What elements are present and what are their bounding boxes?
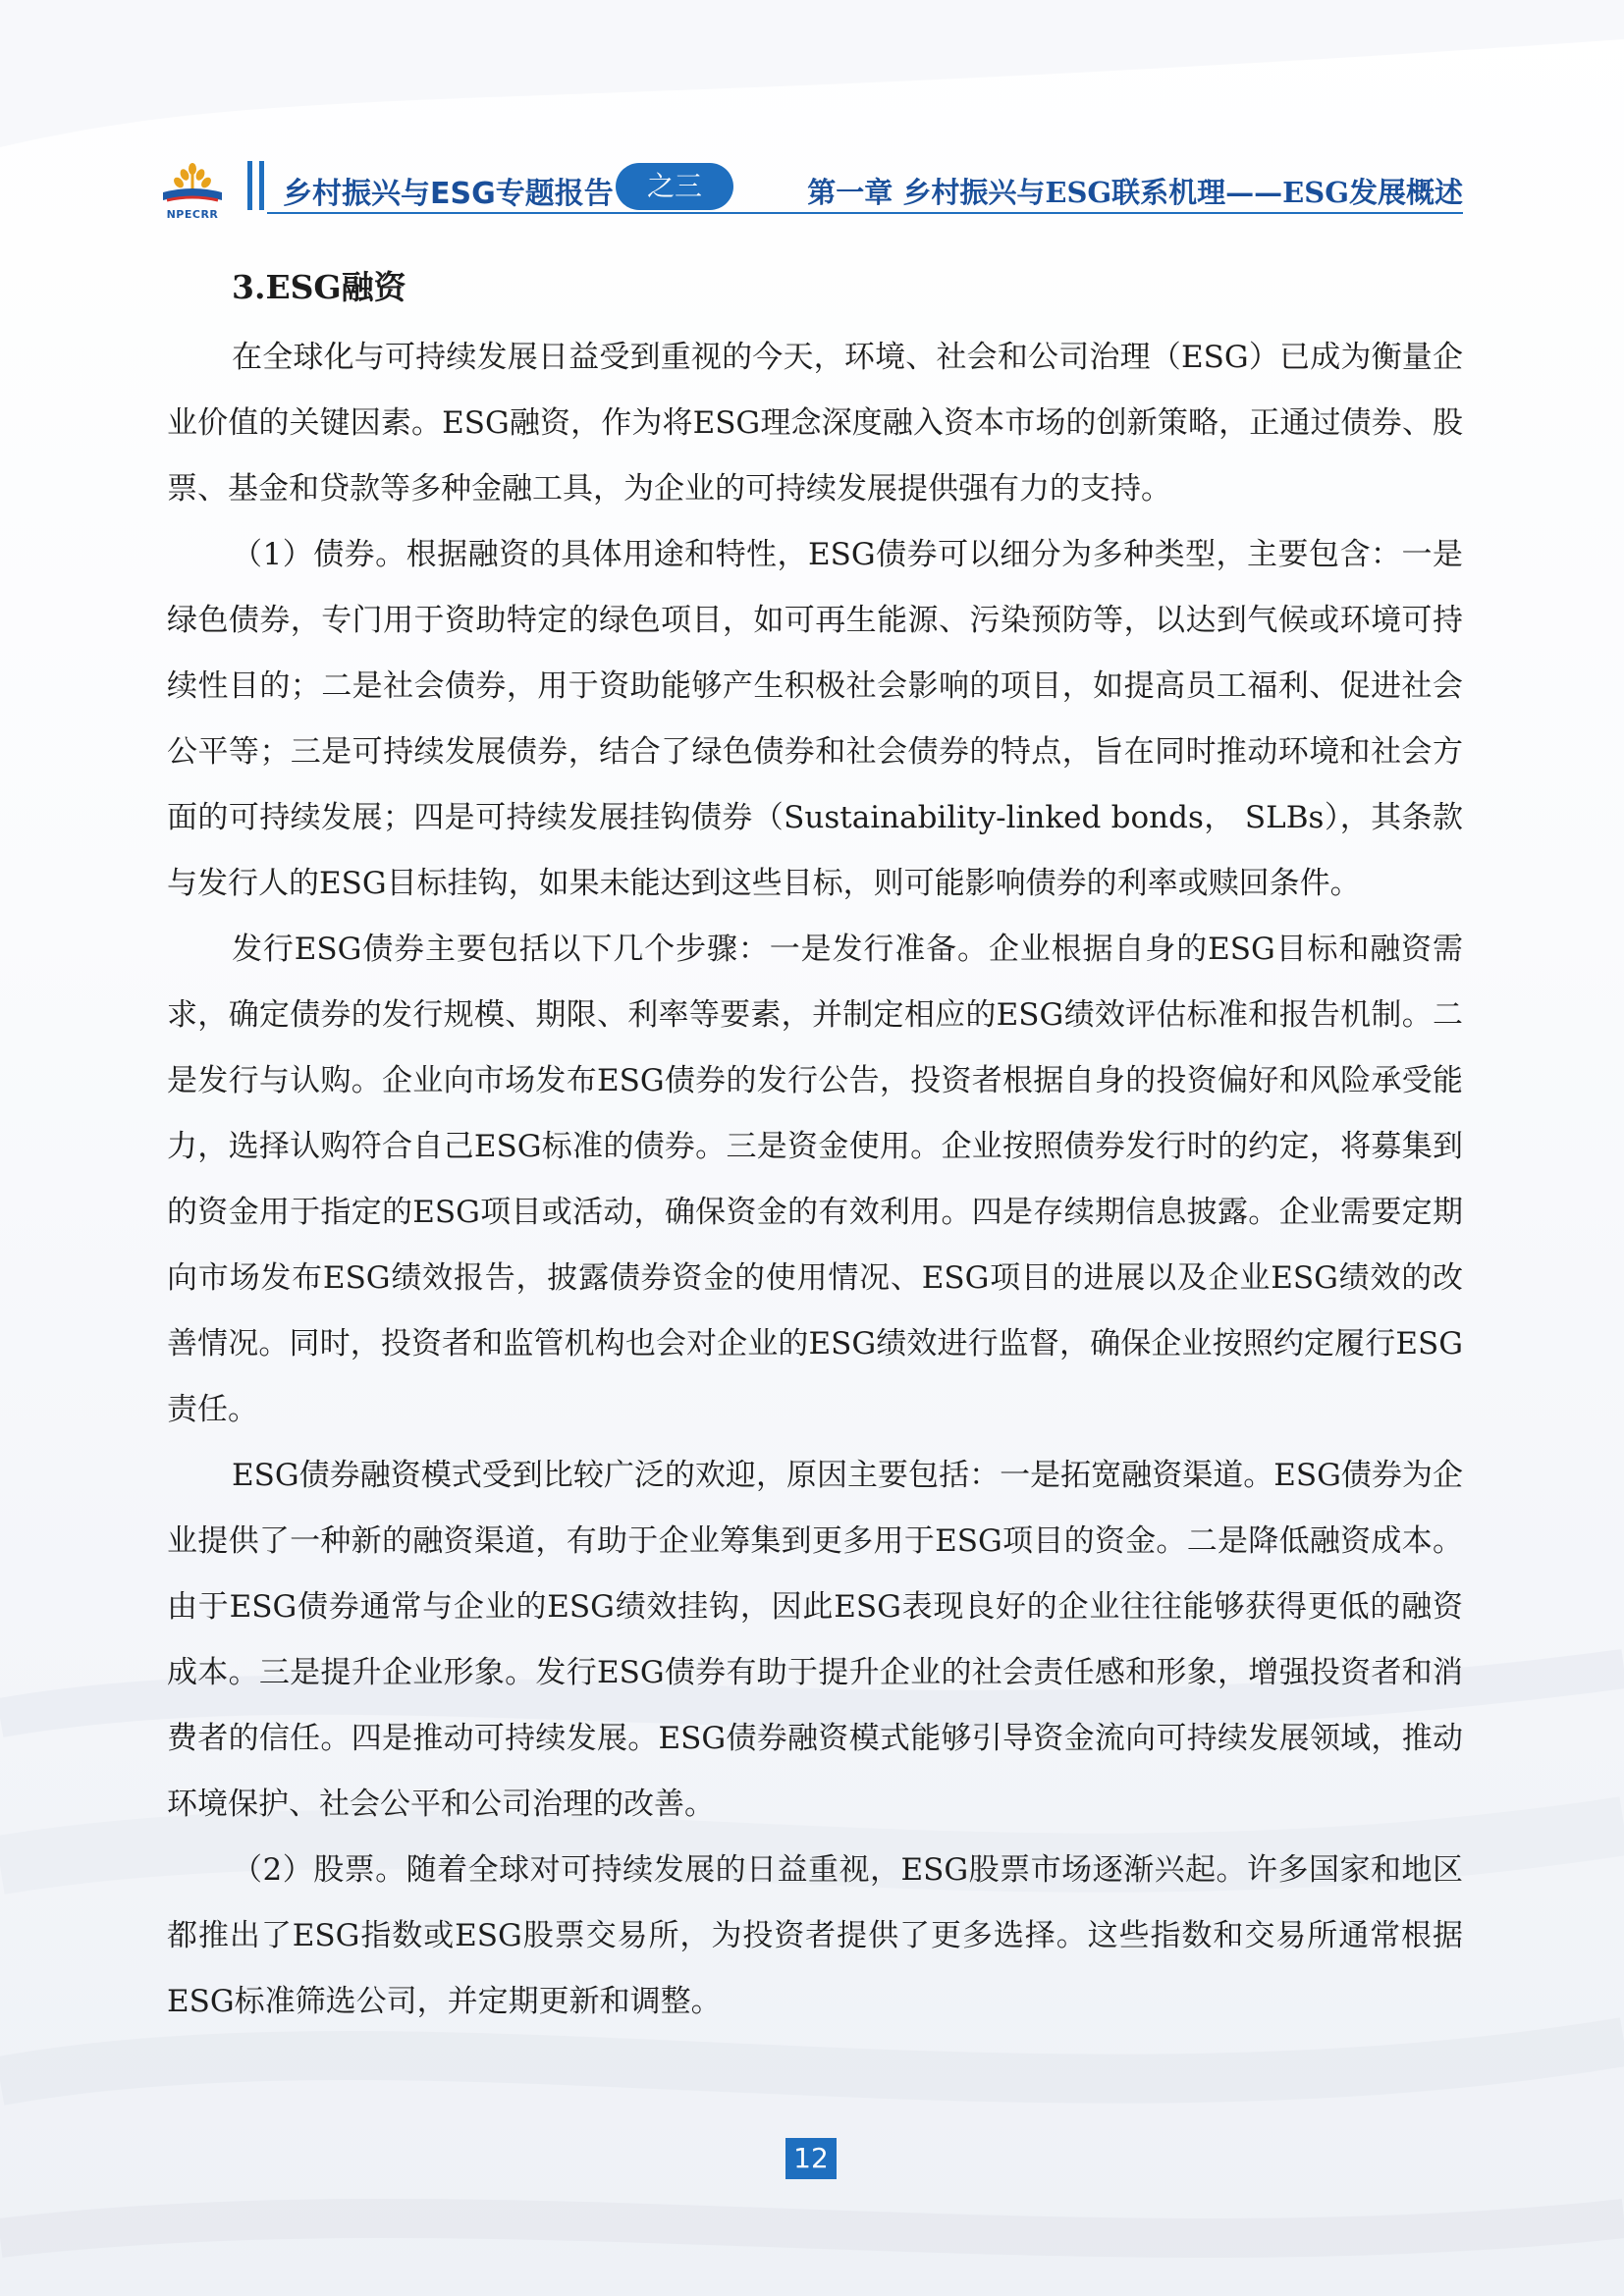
header-bar-left <box>247 161 252 210</box>
page-number: 12 <box>785 2138 837 2179</box>
chapter-title: 第一章 乡村振兴与ESG联系机理——ESG发展概述 <box>807 176 1463 209</box>
page-content <box>167 260 1463 2035</box>
page-header <box>157 157 1463 221</box>
paragraph-intro: 在全球化与可持续发展日益受到重视的今天，环境、社会和公司治理（ESG）已成为衡量企业价值的关键因素。ESG融资，作为将ESG理念深度融入资本市场的创新策略，正通过债券、股票、基金和贷款等多种金融工具，为企业的可持续发展提供强有力的支持。 <box>167 340 1463 507</box>
paragraph-bond-benefits: ESG债券融资模式受到比较广泛的欢迎，原因主要包括：一是拓宽融资渠道。ESG债券为企业提供了一种新的融资渠道，有助于企业筹集到更多用于ESG项目的资金。二是降低融资成本。由于ESG债券通常与企业的ESG绩效挂钩，因此ESG表现良好的企业往往能够获得更低的融资成本。三是提升企业形象。发行ESG债券有助于提升企业的社会责任感和形象，增强投资者和消费者的信任。四是推动可持续发展。ESG债券融资模式能够引导资金流向可持续发展领域，推动环境保护、社会公平和公司治理的改善。 <box>167 1458 1463 1822</box>
header-bar-right <box>259 161 264 210</box>
logo-text: NPECRR <box>166 208 219 221</box>
paragraph-bonds: （1）债券。根据融资的具体用途和特性，ESG债券可以细分为多种类型，主要包含：一是绿色债券，专门用于资助特定的绿色项目，如可再生能源、污染预防等，以达到气候或环境可持续性目的；二是社会债券，用于资助能够产生积极社会影响的项目，如提高员工福利、促进社会公平等；三是可持续发展债券，结合了绿色债券和社会债券的特点，旨在同时推动环境和社会方面的可持续发展；四是可持续发展挂钩债券（Sustainability-linked bonds， SLBs），其条款与发行人的ESG目标挂钩，如果未能达到这些目标，则可能影响债券的利率或赎回条件。 <box>167 537 1463 901</box>
report-title: 乡村振兴与ESG专题报告 <box>283 177 614 211</box>
section-title: 3.ESG融资 <box>232 268 406 306</box>
npecrr-logo-icon <box>157 159 228 222</box>
paragraph-stocks: （2）股票。随着全球对可持续发展的日益重视，ESG股票市场逐渐兴起。许多国家和地区都推出了ESG指数或ESG股票交易所，为投资者提供了更多选择。这些指数和交易所通常根据ESG标准筛选公司，并定期更新和调整。 <box>167 1852 1463 2019</box>
paragraph-bond-steps: 发行ESG债券主要包括以下几个步骤：一是发行准备。企业根据自身的ESG目标和融资需求，确定债券的发行规模、期限、利率等要素，并制定相应的ESG绩效评估标准和报告机制。二是发行与认购。企业向市场发布ESG债券的发行公告，投资者根据自身的投资偏好和风险承受能力，选择认购符合自己ESG标准的债券。三是资金使用。企业按照债券发行时的约定，将募集到的资金用于指定的ESG项目或活动，确保资金的有效利用。四是存续期信息披露。企业需要定期向市场发布ESG绩效报告，披露债券资金的使用情况、ESG项目的进展以及企业ESG绩效的改善情况。同时，投资者和监管机构也会对企业的ESG绩效进行监督，确保企业按照约定履行ESG责任。 <box>167 932 1463 1427</box>
report-part-badge: 之三 <box>616 163 733 210</box>
header-divider <box>267 212 1463 214</box>
